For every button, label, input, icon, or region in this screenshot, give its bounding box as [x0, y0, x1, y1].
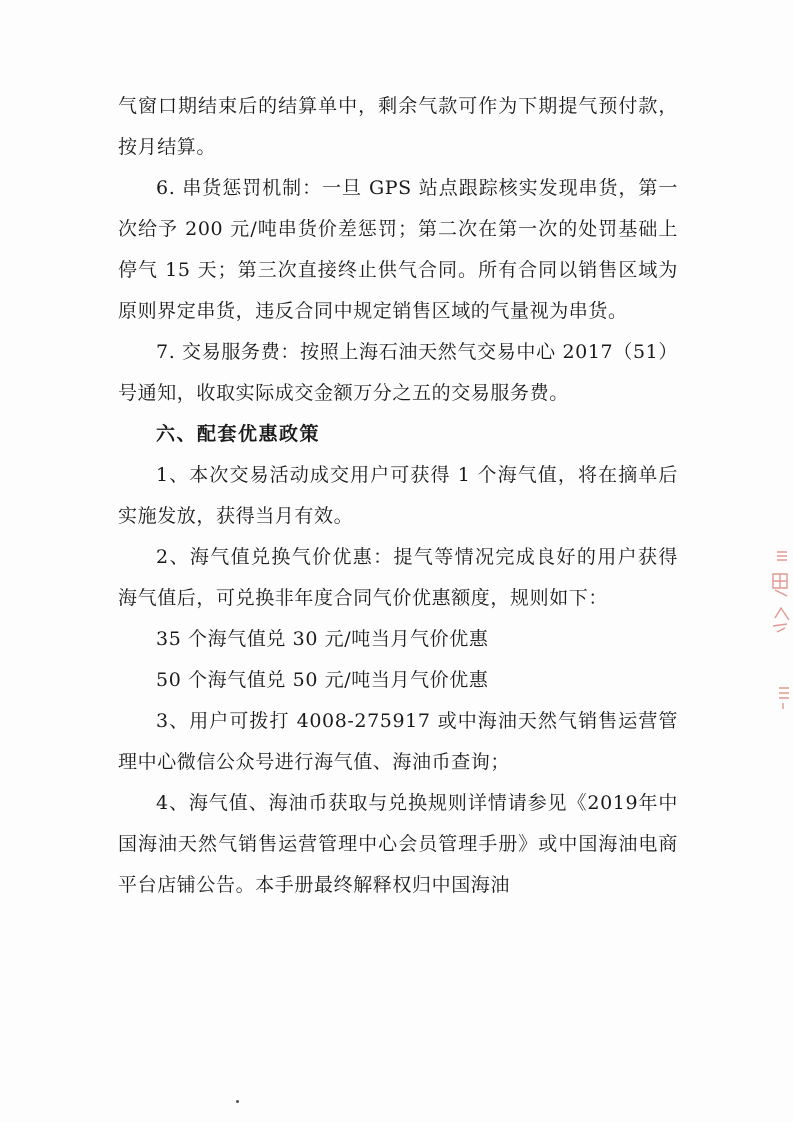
section-heading-preferential-policy: 六、配套优惠政策: [156, 423, 321, 445]
paragraph-exchange-rule-50: 50 个海气值兑 50 元/吨当月气价优惠: [156, 669, 489, 691]
paragraph-haiqi-exchange: 2、海气值兑换气价优惠：提气等情况完成良好的用户获得海气值后，可兑换非年度合同气价优惠额度，规则如下：: [118, 546, 678, 609]
paragraph-haiqi-value-grant: 1、本次交易活动成交用户可获得 1 个海气值，将在摘单后实施发放，获得当月有效。: [118, 464, 678, 527]
paragraph-exchange-rule-35: 35 个海气值兑 30 元/吨当月气价优惠: [156, 628, 489, 650]
paragraph-query-hotline: 3、用户可拨打 4008-275917 或中海油天然气销售运营管理中心微信公众号进行海气值、海油币查询；: [118, 710, 678, 773]
seal-icon: [763, 548, 793, 720]
paragraph-service-fee: 7. 交易服务费：按照上海石油天然气交易中心 2017（51）号通知，收取实际成交金额万分之五的交易服务费。: [118, 341, 678, 404]
document-body: [118, 86, 678, 906]
paragraph-penalty-mechanism: 6. 串货惩罚机制：一旦 GPS 站点跟踪核实发现串货，第一次给予 200 元/吨串货价差惩罚；第二次在第一次的处罚基础上停气 15 天；第三次直接终止供气合同。所有合同以销售区域为原则界定串货，违反合同中规定销售区域的气量视为串货。: [118, 177, 678, 322]
paragraph-rules-manual: 4、海气值、海油币获取与兑换规则详情请参见《2019年中国海油天然气销售运营管理中心会员管理手册》或中国海油电商平台店铺公告。本手册最终解释权归中国海油: [118, 792, 678, 896]
scan-speck: [236, 1100, 239, 1103]
paragraph-settlement-continued: 气窗口期结束后的结算单中，剩余气款可作为下期提气预付款，按月结算。: [118, 95, 678, 158]
red-seal-fragment: [763, 548, 793, 720]
